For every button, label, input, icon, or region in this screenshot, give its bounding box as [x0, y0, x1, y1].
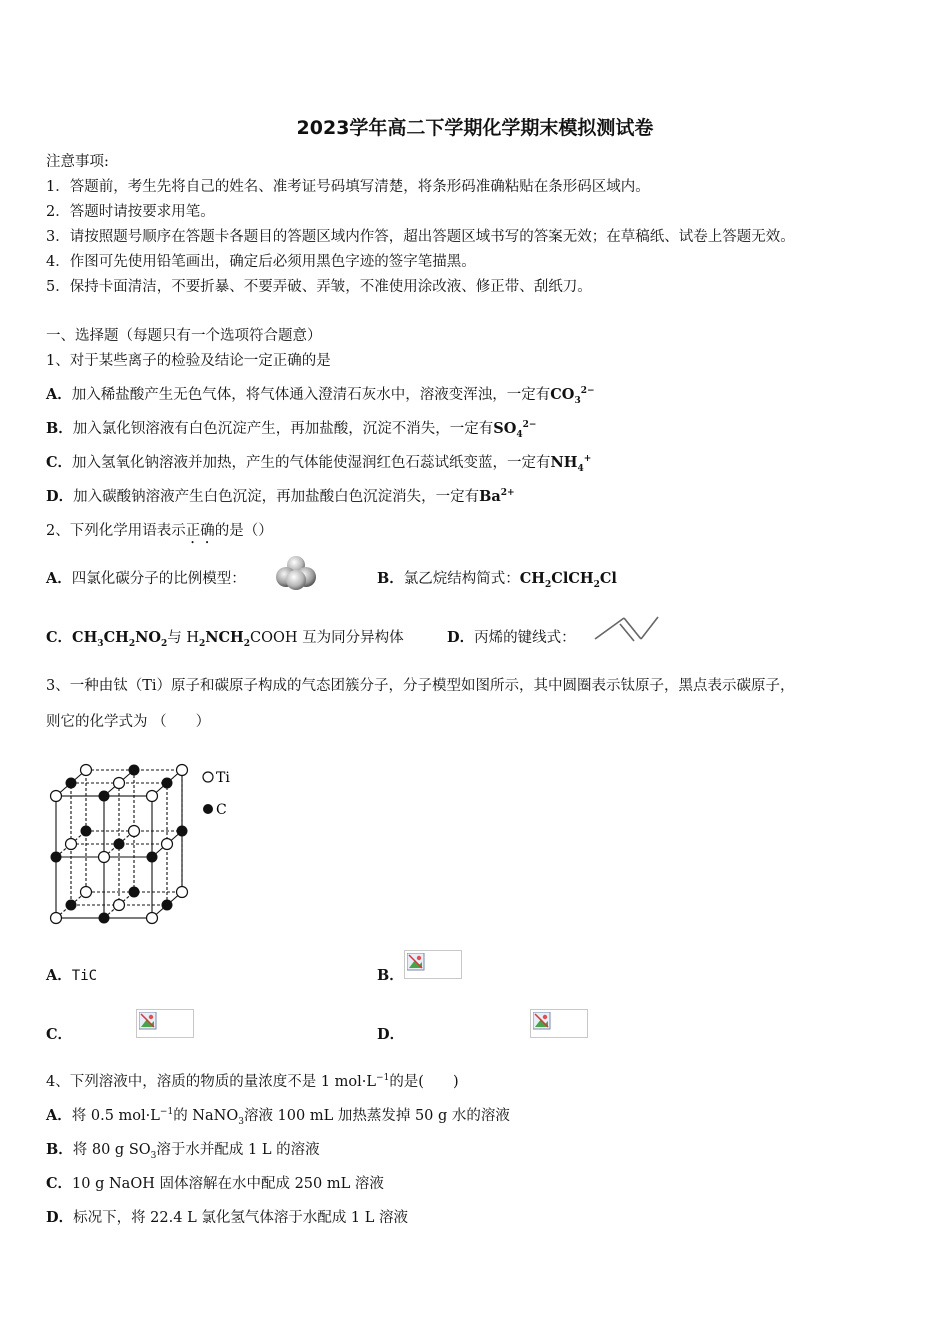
option-letter: A． — [46, 967, 72, 984]
option-letter: B． — [377, 570, 404, 587]
notice-item: 2．答题时请按要求用笔。 — [46, 204, 215, 220]
broken-image-icon — [404, 950, 462, 979]
option-letter: D． — [46, 1209, 74, 1226]
question-2-option-d — [447, 628, 576, 648]
notice-item: 5．保持卡面清洁，不要折暴、不要弄破、弄皱，不准使用涂改液、修正带、刮纸刀。 — [46, 279, 592, 295]
question-4-option-a: A．将 0.5 $mol\cdot L^{-1}$的 NaNO$_3$溶液 100 mL 加热蒸发掉 50 g 水的溶液 — [46, 1107, 510, 1127]
question-2-option-a — [46, 569, 246, 589]
option-letter: B． — [46, 1141, 73, 1158]
option-letter: C． — [46, 1175, 73, 1192]
option-text: 加入碳酸钠溶液产生白色沉淀，再加盐酸白色沉淀消失，一定有 — [73, 489, 480, 505]
notice-heading: 注意事项: — [46, 154, 109, 170]
question-4-option-b: B．将 80 g $SO_3$溶于水并配成 1 L 的溶液 — [46, 1141, 320, 1161]
question-4-option-d — [46, 1208, 408, 1228]
option-text: $CH_3CH_2NO_2$与 $H_2NCH_2COOH$ 互为同分异构体 — [72, 629, 404, 649]
option-letter: A． — [46, 386, 72, 403]
legend-ti-label: Ti — [216, 770, 230, 786]
question-3-option-c — [46, 1025, 72, 1045]
option-text: 丙烯的键线式： — [474, 630, 576, 646]
ion-formula: $CO_3^{2-}$ — [550, 386, 595, 406]
broken-image-icon — [530, 1009, 588, 1038]
question-2-option-c — [46, 628, 404, 648]
option-letter: A． — [46, 1107, 72, 1124]
option-text: 氯乙烷结构简式： — [403, 571, 520, 587]
option-text: 加入稀盐酸产生无色气体，将气体通入澄清石灰水中，溶液变浑浊，一定有 — [71, 387, 551, 403]
question-3-option-a — [46, 966, 97, 986]
ion-formula: $SO_4^{2-}$ — [493, 420, 537, 440]
question-4-option-c — [46, 1174, 384, 1194]
ion-formula: $NH_4^+$ — [550, 454, 592, 474]
ti-c-cluster-model-diagram — [44, 758, 244, 930]
question-4-stem: 4、下列溶液中，溶质的物质的量浓度不是 1 $mol\cdot L^{-1}$的是( ) — [46, 1073, 459, 1090]
option-text: 四氯化碳分子的比例模型： — [71, 571, 246, 587]
question-1-option-b — [46, 419, 536, 439]
question-3-option-d — [377, 1025, 404, 1045]
broken-image-icon — [136, 1009, 194, 1038]
legend-c-marker — [203, 804, 213, 814]
option-letter: B． — [377, 967, 404, 984]
ion-formula: $Ba^{2+}$ — [479, 488, 515, 505]
question-1-option-c — [46, 453, 591, 473]
option-letter: C． — [46, 454, 73, 471]
option-letter: A． — [46, 570, 72, 587]
page-title: 2023学年高二下学期化学期末模拟测试卷 — [296, 117, 654, 139]
ccl4-space-filling-model-image — [274, 553, 318, 591]
option-text: 加入氯化钡溶液有白色沉淀产生，再加盐酸，沉淀不消失，一定有 — [72, 421, 494, 437]
option-text: 加入氢氧化钠溶液并加热，产生的气体能使湿润红色石蕊试纸变蓝，一定有 — [72, 455, 551, 471]
question-3-stem-2: 则它的化学式为 （ ） — [46, 714, 211, 730]
option-letter: D． — [46, 488, 74, 505]
option-text: 10 g NaOH 固体溶解在水中配成 250 mL 溶液 — [72, 1176, 384, 1192]
option-text: 标况下，将 22.4 L 氯化氢气体溶于水配成 1 L 溶液 — [73, 1210, 408, 1226]
notice-item: 3．请按照题号顺序在答题卡各题目的答题区域内作答，超出答题区域书写的答案无效；在草稿纸、试卷上答题无效。 — [46, 229, 795, 245]
question-1-stem: 1、对于某些离子的检验及结论一定正确的是 — [46, 353, 331, 369]
option-letter: B． — [46, 420, 73, 437]
question-1-option-a — [46, 385, 595, 405]
option-text: TiC — [71, 968, 98, 984]
question-2-option-b — [377, 569, 617, 589]
question-2-stem: 2、下列化学用语表示正确的是（） — [46, 523, 273, 539]
notice-item: 4．作图可先使用铅笔画出，确定后必须用黑色字迹的签字笔描黑。 — [46, 254, 476, 270]
question-3-stem: 3、一种由钛（Ti）原子和碳原子构成的气态团簇分子，分子模型如图所示，其中圆圈表示钛原子，黑点表示碳原子， — [46, 678, 795, 694]
legend-ti-marker — [203, 772, 213, 782]
option-letter: D． — [447, 629, 475, 646]
structural-formula: $CH_2ClCH_2Cl$ — [519, 570, 617, 590]
question-1-option-d — [46, 487, 515, 507]
option-letter: C． — [46, 629, 73, 646]
option-letter: C． — [46, 1026, 73, 1043]
propene-skeletal-formula-image — [592, 612, 660, 642]
legend-c-label: C — [216, 802, 227, 818]
section-heading: 一、选择题（每题只有一个选项符合题意） — [46, 328, 322, 344]
question-3-option-b — [377, 966, 404, 986]
option-letter: D． — [377, 1026, 405, 1043]
notice-item: 1．答题前，考生先将自己的姓名、准考证号码填写清楚，将条形码准确粘贴在条形码区域内。 — [46, 179, 650, 195]
